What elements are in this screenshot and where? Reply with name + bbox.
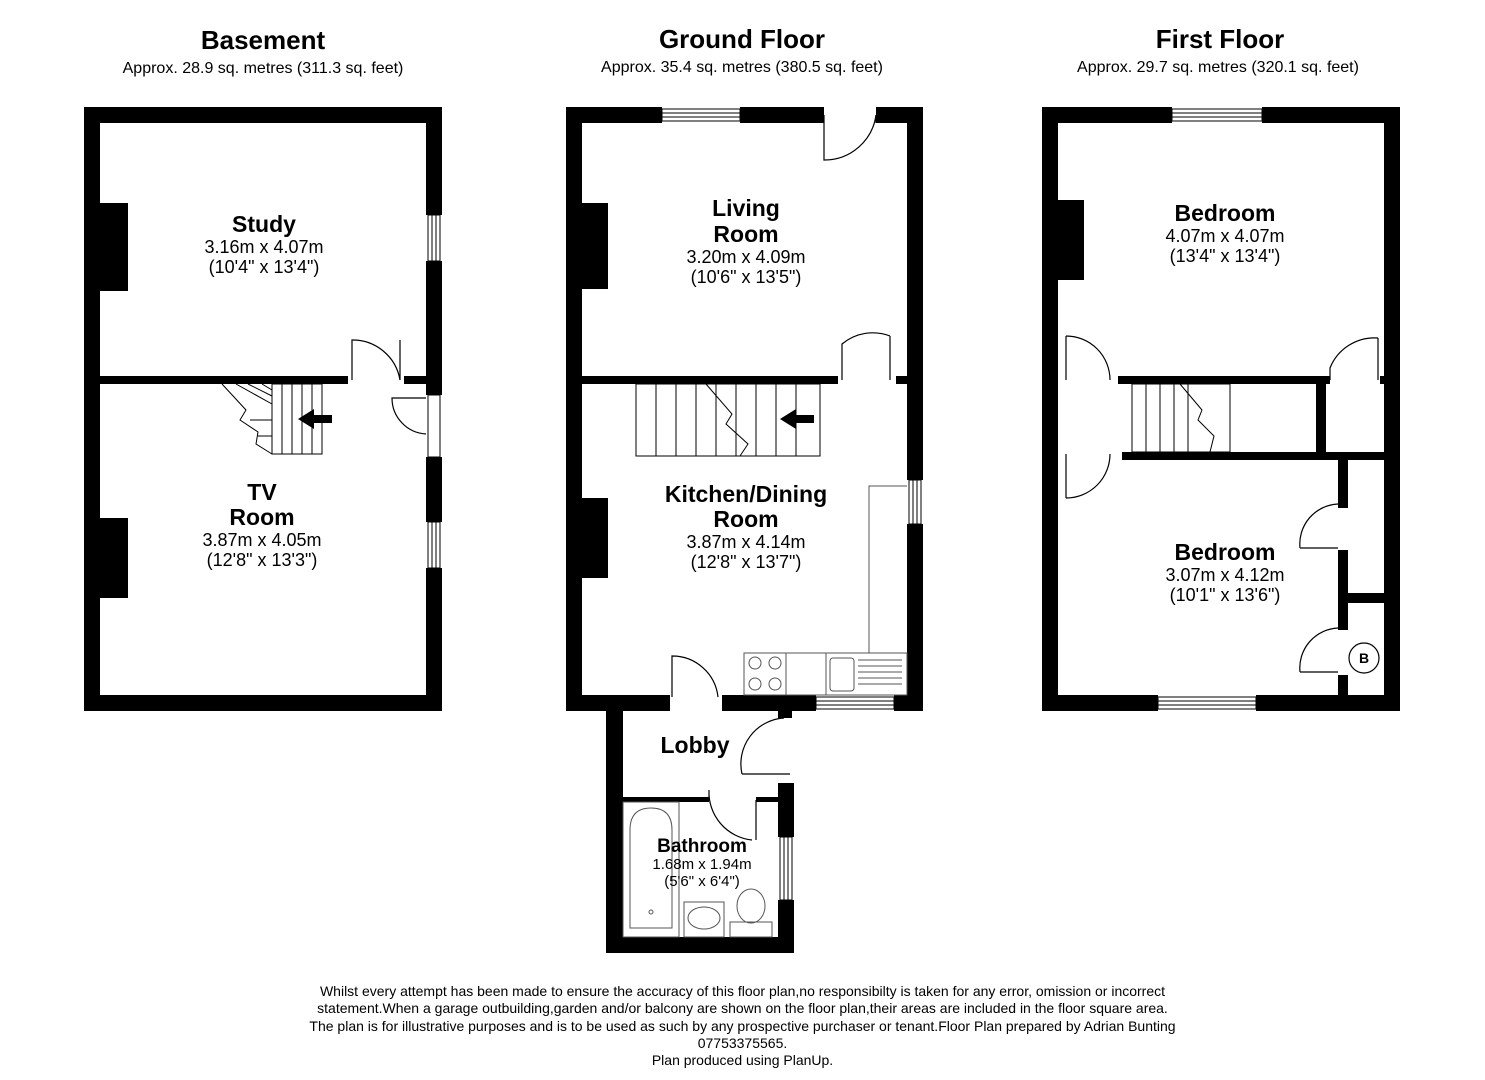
bathroom-dimensions-imperial: (5'6" x 6'4")	[664, 873, 740, 890]
stair-arrow-icon	[780, 409, 814, 429]
living-room-dimensions-metric: 3.20m x 4.09m	[686, 247, 806, 267]
tv-room-name-line1: TV	[247, 479, 277, 505]
living-room-dimensions-imperial: (10'6" x 13'5")	[690, 267, 802, 287]
bathroom-name: Bathroom	[657, 836, 747, 857]
first-floor-doors	[1066, 336, 1378, 672]
first-floor	[1042, 24, 1400, 711]
basement-title: Basement	[200, 25, 326, 55]
first-floor-walls	[1042, 107, 1400, 711]
living-room-name-line2: Room	[713, 221, 779, 247]
tv-room-name-line2: Room	[229, 504, 295, 530]
kitchen-dining-name-line1: Kitchen/Dining	[664, 481, 828, 507]
bedroom-1-dimensions-imperial: (13'4" x 13'4")	[1169, 246, 1281, 266]
ground-floor-title: Ground Floor	[658, 24, 826, 54]
disclaimer-line: The plan is for illustrative purposes and is to be used as such by any prospective purchaser or tenant.Floor Plan prepared by Adrian Bunting	[309, 1017, 1176, 1034]
bedroom-2-name: Bedroom	[1174, 539, 1276, 565]
lobby-name: Lobby	[660, 732, 730, 758]
tv-room-dimensions-imperial: (12'8" x 13'3")	[206, 550, 318, 570]
disclaimer-line: Plan produced using PlanUp.	[651, 1052, 834, 1069]
bedroom-2-dimensions-imperial: (10'1" x 13'6")	[1169, 585, 1281, 605]
ground-floor-area: Approx. 35.4 sq. metres (380.5 sq. feet)	[601, 59, 883, 76]
ground-floor	[566, 24, 923, 953]
living-room-name-line1: Living	[712, 195, 780, 221]
boiler-label: B	[1358, 650, 1370, 666]
kitchen-dining-dimensions-metric: 3.87m x 4.14m	[686, 532, 806, 552]
first-floor-title: First Floor	[1155, 24, 1285, 54]
first-floor-area: Approx. 29.7 sq. metres (320.1 sq. feet)	[1077, 59, 1359, 76]
stair-arrow-icon	[298, 409, 332, 429]
basement-walls	[84, 107, 442, 711]
kitchen-dining-name-line2: Room	[713, 506, 779, 532]
first-floor-stairs	[1132, 384, 1230, 452]
study-dimensions-imperial: (10'4" x 13'4")	[208, 257, 320, 277]
basement-area: Approx. 28.9 sq. metres (311.3 sq. feet)	[122, 60, 404, 77]
disclaimer-line: Whilst every attempt has been made to ensure the accuracy of this floor plan,no responsibilty is taken for any error, omission or incorrect	[319, 983, 1166, 999]
basement-doors	[352, 340, 426, 434]
disclaimer-line: 07753375565.	[697, 1034, 788, 1051]
study-dimensions-metric: 3.16m x 4.07m	[204, 237, 324, 257]
bedroom-1-dimensions-metric: 4.07m x 4.07m	[1165, 226, 1285, 246]
boiler	[1349, 643, 1379, 673]
basement-floor	[84, 25, 442, 711]
bedroom-2-dimensions-metric: 3.07m x 4.12m	[1165, 565, 1285, 585]
kitchen-dining-dimensions-imperial: (12'8" x 13'7")	[690, 552, 802, 572]
disclaimer	[240, 983, 1245, 1069]
bedroom-1-name: Bedroom	[1174, 200, 1276, 226]
study-name: Study	[232, 211, 296, 237]
disclaimer-line: statement.When a garage outbuilding,garden and/or balcony are shown on the floor plan,their areas are included in the floor square area.	[317, 1000, 1168, 1017]
tv-room-dimensions-metric: 3.87m x 4.05m	[202, 530, 322, 550]
bathroom-dimensions-metric: 1.68m x 1.94m	[652, 856, 752, 873]
